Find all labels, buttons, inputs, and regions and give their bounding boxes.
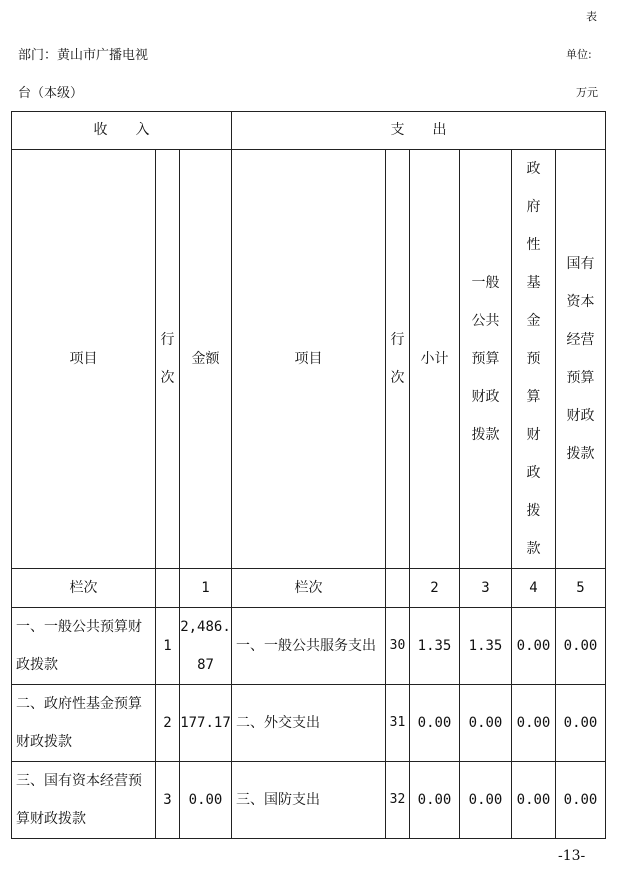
state-capital-value: 0.00 — [556, 685, 606, 762]
general-value: 0.00 — [460, 762, 512, 839]
gov-fund-header: 政府性基金预算财政拨款 — [526, 161, 541, 557]
income-item: 三、国有资本经营预算财政拨款 — [12, 762, 156, 839]
unit-label: 单位: — [566, 48, 592, 61]
income-item: 二、政府性基金预算财政拨款 — [12, 685, 156, 762]
income-item-header: 项目 — [12, 150, 156, 569]
income-line: 1 — [156, 608, 180, 685]
general-budget-header: 一般公共预算财政拨款 — [471, 275, 500, 443]
income-group-header: 收 入 — [12, 112, 232, 150]
gov-fund-value: 0.00 — [512, 762, 556, 839]
department-line-2: 台（本级） — [18, 86, 84, 101]
table-row — [12, 608, 606, 685]
subtotal-value: 0.00 — [410, 762, 460, 839]
subtotal-header: 小计 — [410, 150, 460, 569]
expense-line: 30 — [389, 638, 406, 653]
table-label: 表 — [586, 10, 597, 23]
index-label-2: 栏次 — [232, 569, 386, 608]
department-line-1: 部门：黄山市广播电视 — [18, 48, 149, 63]
index-col-3: 3 — [460, 569, 512, 608]
index-col-1: 1 — [180, 569, 232, 608]
gov-fund-value: 0.00 — [512, 608, 556, 685]
table-row — [12, 762, 606, 839]
subtotal-value: 0.00 — [410, 685, 460, 762]
expense-item: 三、国防支出 — [232, 762, 386, 839]
income-item: 一、一般公共预算财政拨款 — [12, 608, 156, 685]
page-number: -13- — [558, 848, 586, 864]
income-line-header: 行次 — [160, 332, 175, 386]
income-amount-header: 金额 — [180, 150, 232, 569]
expense-item-header: 项目 — [232, 150, 386, 569]
expense-group-header: 支 出 — [232, 112, 606, 150]
income-amount: 0.00 — [180, 762, 232, 839]
index-col-5: 5 — [556, 569, 606, 608]
budget-table — [11, 111, 606, 839]
state-capital-header: 国有资本经营预算财政拨款 — [566, 256, 595, 462]
table-row — [12, 685, 606, 762]
general-value: 0.00 — [460, 685, 512, 762]
expense-item: 一、一般公共服务支出 — [232, 608, 386, 685]
state-capital-value: 0.00 — [556, 608, 606, 685]
index-col-2: 2 — [410, 569, 460, 608]
income-line: 3 — [156, 762, 180, 839]
index-col-4: 4 — [512, 569, 556, 608]
expense-line: 31 — [389, 715, 406, 730]
expense-line: 32 — [389, 792, 406, 807]
index-label: 栏次 — [12, 569, 156, 608]
income-amount: 177.17 — [180, 685, 232, 762]
state-capital-value: 0.00 — [556, 762, 606, 839]
gov-fund-value: 0.00 — [512, 685, 556, 762]
unit-value: 万元 — [576, 86, 598, 99]
expense-item: 二、外交支出 — [232, 685, 386, 762]
income-line: 2 — [156, 685, 180, 762]
expense-line-header: 行次 — [390, 332, 405, 386]
general-value: 1.35 — [460, 608, 512, 685]
subtotal-value: 1.35 — [410, 608, 460, 685]
income-amount: 2,486.87 — [180, 608, 232, 685]
